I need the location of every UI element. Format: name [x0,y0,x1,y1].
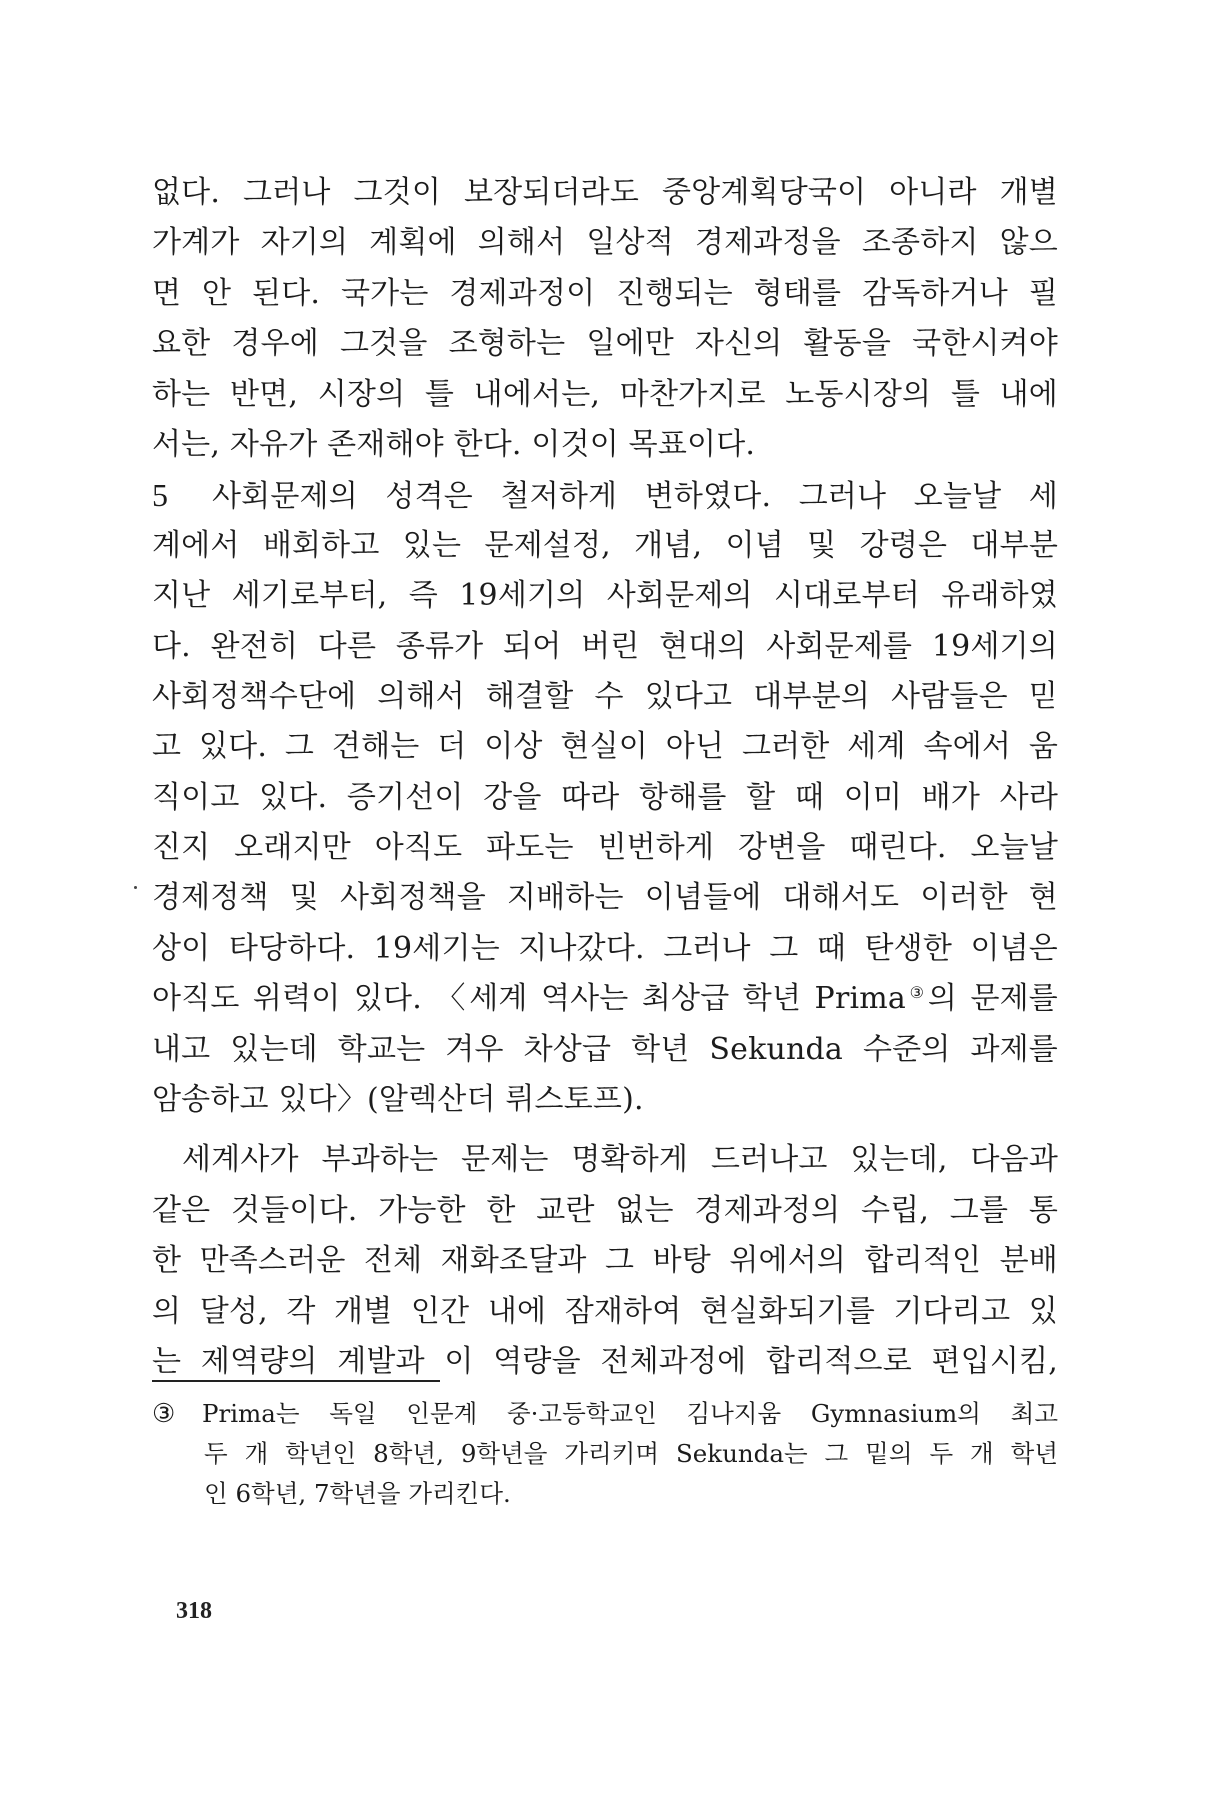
text-line: 한 만족스러운 전체 재화조달과 그 바탕 위에서의 합리적인 분배 [152,1243,1058,1279]
text-line: 하는 반면, 시장의 틀 내에서는, 마찬가지로 노동시장의 틀 내에 [152,376,1058,412]
text-line: 진지 오래지만 아직도 파도는 빈번하게 강변을 때린다. 오늘날 [152,830,1058,866]
footnote [152,1394,1058,1514]
footnote-line: 인 6학년, 7학년을 가리킨다. [204,1479,511,1508]
text-line: 같은 것들이다. 가능한 한 교란 없는 경제과정의 수립, 그를 통 [152,1192,1058,1228]
text-line: 면 안 된다. 국가는 경제과정이 진행되는 형태를 감독하거나 필 [152,275,1058,311]
body-text [152,168,1058,1387]
footnote-text: Prima는 독일 인문계 중·고등학교인 김나지움 Gymnasium의 최고 [202,1399,1058,1428]
text-line: 지난 세기로부터, 즉 19세기의 사회문제의 시대로부터 유래하였 [152,578,1058,614]
text-line-with-footnote-ref [152,974,1058,1024]
text-span: 사회문제의 성격은 철저하게 변하였다. 그러나 오늘날 세 [212,479,1058,515]
text-line: 의 달성, 각 개별 인간 내에 잠재하여 현실화되기를 기다리고 있 [152,1293,1058,1329]
footnote-marker: ③ [152,1399,176,1429]
text-span: 의 문제를 [927,981,1058,1017]
text-line [152,1135,1058,1185]
text-line: 가계가 자기의 계획에 의해서 일상적 경제과정을 조종하지 않으 [152,225,1058,261]
text-line: 는 제역량의 계발과 이 역량을 전체과정에 합리적으로 편입시킴, [152,1343,1058,1379]
text-line: 직이고 있다. 증기선이 강을 따라 항해를 할 때 이미 배가 사라 [152,779,1058,815]
text-line-numbered [152,470,1058,520]
text-span: 세계사가 부과하는 문제는 명확하게 드러나고 있는데, 다음과 [182,1142,1058,1178]
text-line: 상이 타당하다. 19세기는 지나갔다. 그러나 그 때 탄생한 이념은 [152,930,1058,966]
footnote-divider [152,1380,440,1382]
footnote-reference[interactable]: ③ [906,983,928,1003]
text-line: 서는, 자유가 존재해야 한다. 이것이 목표이다. [152,426,756,462]
text-span: 아직도 위력이 있다. 〈세계 역사는 최상급 학년 Prima [152,981,907,1017]
text-line: 요한 경우에 그것을 조형하는 일에만 자신의 활동을 국한시켜야 [152,326,1058,362]
footnote-line [152,1394,1058,1434]
text-line: 고 있다. 그 견해는 더 이상 현실이 아닌 그러한 세계 속에서 움 [152,729,1058,765]
text-line: 계에서 배회하고 있는 문제설정, 개념, 이념 및 강령은 대부분 [152,527,1058,563]
margin-mark [134,886,137,889]
text-line: 없다. 그러나 그것이 보장되더라도 중앙계획당국이 아니라 개별 [152,175,1058,210]
paragraph-number: 5 [152,477,169,514]
text-line: 암송하고 있다〉(알렉산더 뤼스토프). [152,1082,644,1118]
text-line: 경제정책 및 사회정책을 지배하는 이념들에 대해서도 이러한 현 [152,880,1058,916]
footnote-line: 두 개 학년인 8학년, 9학년을 가리키며 Sekunda는 그 밑의 두 개 학년 [204,1439,1058,1468]
text-line: 다. 완전히 다른 종류가 되어 버린 현대의 사회문제를 19세기의 [152,628,1058,664]
page-number: 318 [176,1598,212,1624]
text-line: 내고 있는데 학교는 겨우 차상급 학년 Sekunda 수준의 과제를 [152,1031,1058,1067]
text-line: 사회정책수단에 의해서 해결할 수 있다고 대부분의 사람들은 믿 [152,678,1058,714]
